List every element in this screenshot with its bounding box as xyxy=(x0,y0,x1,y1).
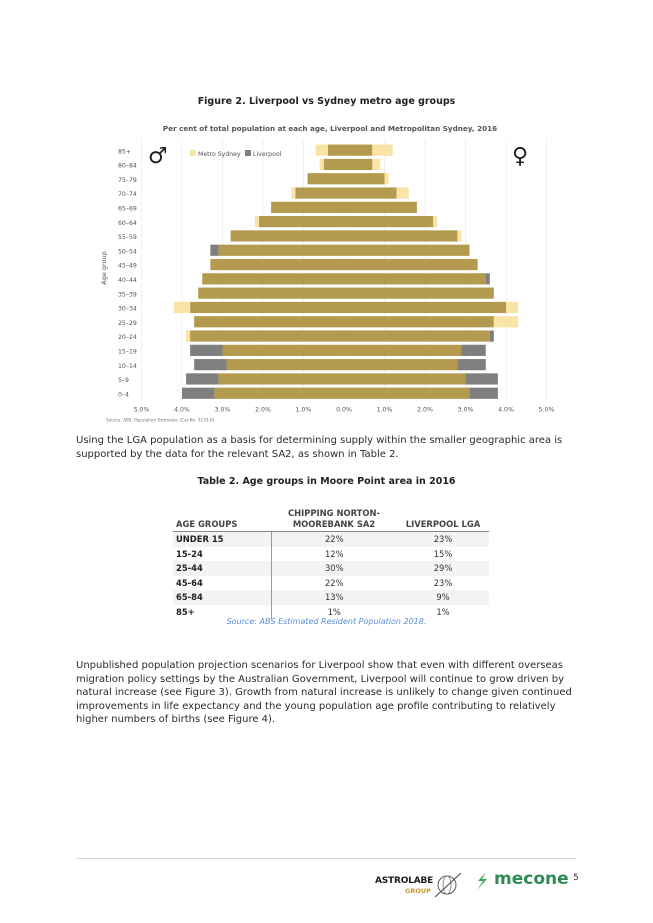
cell-sa2: 12% xyxy=(324,548,344,559)
row-label: 45-64 xyxy=(173,576,271,591)
row-label: UNDER 15 xyxy=(173,532,271,547)
table-row xyxy=(173,547,489,562)
bar-overlap-male xyxy=(259,216,344,227)
bar-metro-sydney-female xyxy=(397,187,409,198)
legend-label-metro-sydney: Metro Sydney xyxy=(198,151,241,158)
age-tick-label: 50–54 xyxy=(118,248,137,256)
astrolabe-logo-sub: GROUP xyxy=(405,887,431,895)
bar-overlap-female xyxy=(344,173,385,184)
bar-overlap-female xyxy=(344,373,466,384)
row-label: 65-84 xyxy=(173,590,271,605)
bar-overlap-female xyxy=(344,216,433,227)
bar-overlap-male xyxy=(218,373,344,384)
bar-overlap-male xyxy=(202,273,344,284)
cell-lga: 29% xyxy=(397,561,489,576)
cell-sa2: 13% xyxy=(271,590,397,605)
paragraph-projections: Unpublished population projection scenarios for Liverpool show that even with different overseas migration policy settings by the Australian Government, Liverpool will continue to grow driven by natural increase (see Figure 3). Growth from natural increase is unlikely to change given continued improvements in life expectancy and the young population age profile contributing to relatively higher numbers of births (see Figure 4). xyxy=(76,660,572,725)
age-tick-label: 70–74 xyxy=(118,191,137,199)
table-row xyxy=(173,590,489,605)
bar-metro-sydney-female xyxy=(494,316,518,327)
paragraph-intro: Using the LGA population as a basis for determining supply within the smaller geographic area is supported by the data for the relevant SA2, as shown in Table 2. xyxy=(76,435,563,460)
row-label: 25-44 xyxy=(173,561,271,576)
bar-overlap-female xyxy=(344,245,470,256)
bar-metro-sydney-female xyxy=(372,145,392,156)
astrolabe-logo xyxy=(375,870,465,902)
bar-overlap-female xyxy=(344,259,478,270)
table-source: Source: ABS Estimated Resident Population 2018. xyxy=(226,617,427,626)
bar-overlap-male xyxy=(198,288,344,299)
bar-liverpool-female xyxy=(490,330,494,341)
bar-metro-sydney-male xyxy=(291,187,295,198)
female-symbol-icon: ♀ xyxy=(512,144,529,169)
age-tick-label: 5–9 xyxy=(118,377,129,385)
age-tick-label: 85+ xyxy=(118,148,132,156)
cell-lga: 15% xyxy=(433,548,453,559)
table-row xyxy=(173,576,489,591)
bar-overlap-male xyxy=(190,330,344,341)
footer-divider xyxy=(76,858,576,859)
page-number: 5 xyxy=(573,873,579,883)
age-tick-label: 10–14 xyxy=(118,362,137,370)
cell-lga: 9% xyxy=(397,590,489,605)
bar-overlap-male xyxy=(190,302,344,313)
x-tick-label: 2.0% xyxy=(417,406,433,414)
legend-label-liverpool: Liverpool xyxy=(253,151,282,158)
legend-swatch-metro-sydney xyxy=(190,150,196,156)
bar-overlap-female xyxy=(344,187,397,198)
y-axis-label: Age group xyxy=(100,251,108,285)
x-tick-label: 3.0% xyxy=(214,406,231,414)
cell-lga: 1% xyxy=(436,606,450,617)
age-tick-label: 30–34 xyxy=(118,305,137,313)
x-tick-label: 2.0% xyxy=(255,406,271,414)
header-sa2-line2: MOOREBANK SA2 xyxy=(292,519,376,529)
age-tick-label: 0–4 xyxy=(118,391,129,399)
bar-liverpool-female xyxy=(457,359,485,370)
mecone-leaf-icon xyxy=(472,871,492,891)
bar-overlap-female xyxy=(344,202,417,213)
age-tick-label: 60–64 xyxy=(118,219,137,227)
cell-sa2: 1% xyxy=(327,606,341,617)
table-row xyxy=(173,532,489,547)
x-tick-label: 0.0% xyxy=(336,406,352,414)
bar-overlap-female xyxy=(344,388,470,399)
cell-sa2: 22% xyxy=(271,532,397,547)
bar-overlap-female xyxy=(344,159,372,170)
bar-metro-sydney-female xyxy=(457,230,461,241)
header-age-groups: AGE GROUPS xyxy=(173,507,271,532)
cell-lga: 23% xyxy=(433,577,453,588)
bar-overlap-male xyxy=(271,202,344,213)
bar-metro-sydney-female xyxy=(385,173,389,184)
age-tick-label: 80–84 xyxy=(118,162,137,170)
row-label: 15-24 xyxy=(173,547,271,562)
age-groups-table xyxy=(173,507,489,619)
bar-metro-sydney-male xyxy=(174,302,190,313)
cell-sa2: 22% xyxy=(324,577,344,588)
table-title: Table 2. Age groups in Moore Point area in 2016 xyxy=(197,476,456,487)
row-label: 85+ xyxy=(173,605,271,620)
bar-overlap-female xyxy=(344,288,494,299)
age-tick-label: 25–29 xyxy=(118,319,137,327)
bar-overlap-male xyxy=(231,230,344,241)
bar-metro-sydney-female xyxy=(372,159,380,170)
figure-caption: Figure 2. Liverpool vs Sydney metro age groups xyxy=(197,96,456,107)
male-symbol-icon: ♂ xyxy=(148,144,168,169)
bar-liverpool-male xyxy=(210,245,218,256)
age-tick-label: 35–39 xyxy=(118,291,137,299)
bar-overlap-female xyxy=(344,145,372,156)
header-sa2 xyxy=(271,507,397,532)
x-tick-label: 4.0% xyxy=(498,406,514,414)
population-pyramid-chart xyxy=(90,118,570,423)
x-tick-label: 5.0% xyxy=(133,406,150,414)
x-tick-label: 5.0% xyxy=(538,406,555,414)
bar-metro-sydney-female xyxy=(433,216,437,227)
header-sa2-line1: CHIPPING NORTON- xyxy=(288,508,380,518)
cell-sa2: 30% xyxy=(271,561,397,576)
bar-overlap-female xyxy=(344,330,490,341)
bar-liverpool-male xyxy=(186,373,218,384)
age-tick-label: 40–44 xyxy=(118,276,137,284)
x-tick-label: 1.0% xyxy=(376,406,393,414)
age-tick-label: 20–24 xyxy=(118,334,137,342)
bar-overlap-male xyxy=(295,187,344,198)
age-tick-label: 75–79 xyxy=(118,176,137,184)
bar-overlap-male xyxy=(328,145,344,156)
age-tick-label: 65–69 xyxy=(118,205,137,213)
cell-lga: 23% xyxy=(397,532,489,547)
header-lga: LIVERPOOL LGA xyxy=(397,507,489,532)
bar-metro-sydney-female xyxy=(506,302,518,313)
bar-overlap-female xyxy=(344,359,457,370)
bar-metro-sydney-male xyxy=(255,216,259,227)
bar-metro-sydney-male xyxy=(320,159,324,170)
bar-liverpool-female xyxy=(470,388,498,399)
age-tick-label: 55–59 xyxy=(118,234,137,242)
bar-overlap-male xyxy=(218,245,344,256)
bar-overlap-male xyxy=(194,316,344,327)
table-header-row xyxy=(173,507,489,532)
bar-overlap-male xyxy=(210,259,344,270)
bar-overlap-male xyxy=(214,388,344,399)
bar-overlap-female xyxy=(344,345,461,356)
bar-overlap-female xyxy=(344,230,457,241)
bar-overlap-male xyxy=(227,359,344,370)
bar-overlap-male xyxy=(223,345,345,356)
bar-liverpool-male xyxy=(182,388,214,399)
astrolabe-logo-name: ASTROLABE xyxy=(375,876,434,886)
table-row xyxy=(173,561,489,576)
bar-liverpool-male xyxy=(190,345,222,356)
bar-overlap-male xyxy=(308,173,344,184)
age-tick-label: 15–19 xyxy=(118,348,137,356)
x-tick-label: 1.0% xyxy=(295,406,312,414)
bar-metro-sydney-male xyxy=(316,145,328,156)
x-tick-label: 4.0% xyxy=(174,406,190,414)
bar-overlap-male xyxy=(324,159,344,170)
bar-metro-sydney-male xyxy=(186,330,190,341)
bar-liverpool-female xyxy=(466,373,498,384)
bar-overlap-female xyxy=(344,316,494,327)
mecone-logo xyxy=(472,869,567,893)
legend-swatch-liverpool xyxy=(245,150,251,156)
bar-liverpool-male xyxy=(194,359,226,370)
bar-overlap-female xyxy=(344,273,486,284)
bar-liverpool-female xyxy=(486,273,490,284)
age-tick-label: 45–49 xyxy=(118,262,137,270)
bar-overlap-female xyxy=(344,302,506,313)
x-tick-label: 3.0% xyxy=(457,406,474,414)
mecone-logo-name: mecone xyxy=(494,869,569,889)
astrolabe-icon xyxy=(433,870,463,900)
chart-source: Source: ABS, Population Estimates (Cat No. 3235.0) xyxy=(106,417,215,423)
chart-title: Per cent of total population at each age, Liverpool and Metropolitan Sydney, 2016 xyxy=(162,124,498,133)
bar-liverpool-female xyxy=(461,345,485,356)
